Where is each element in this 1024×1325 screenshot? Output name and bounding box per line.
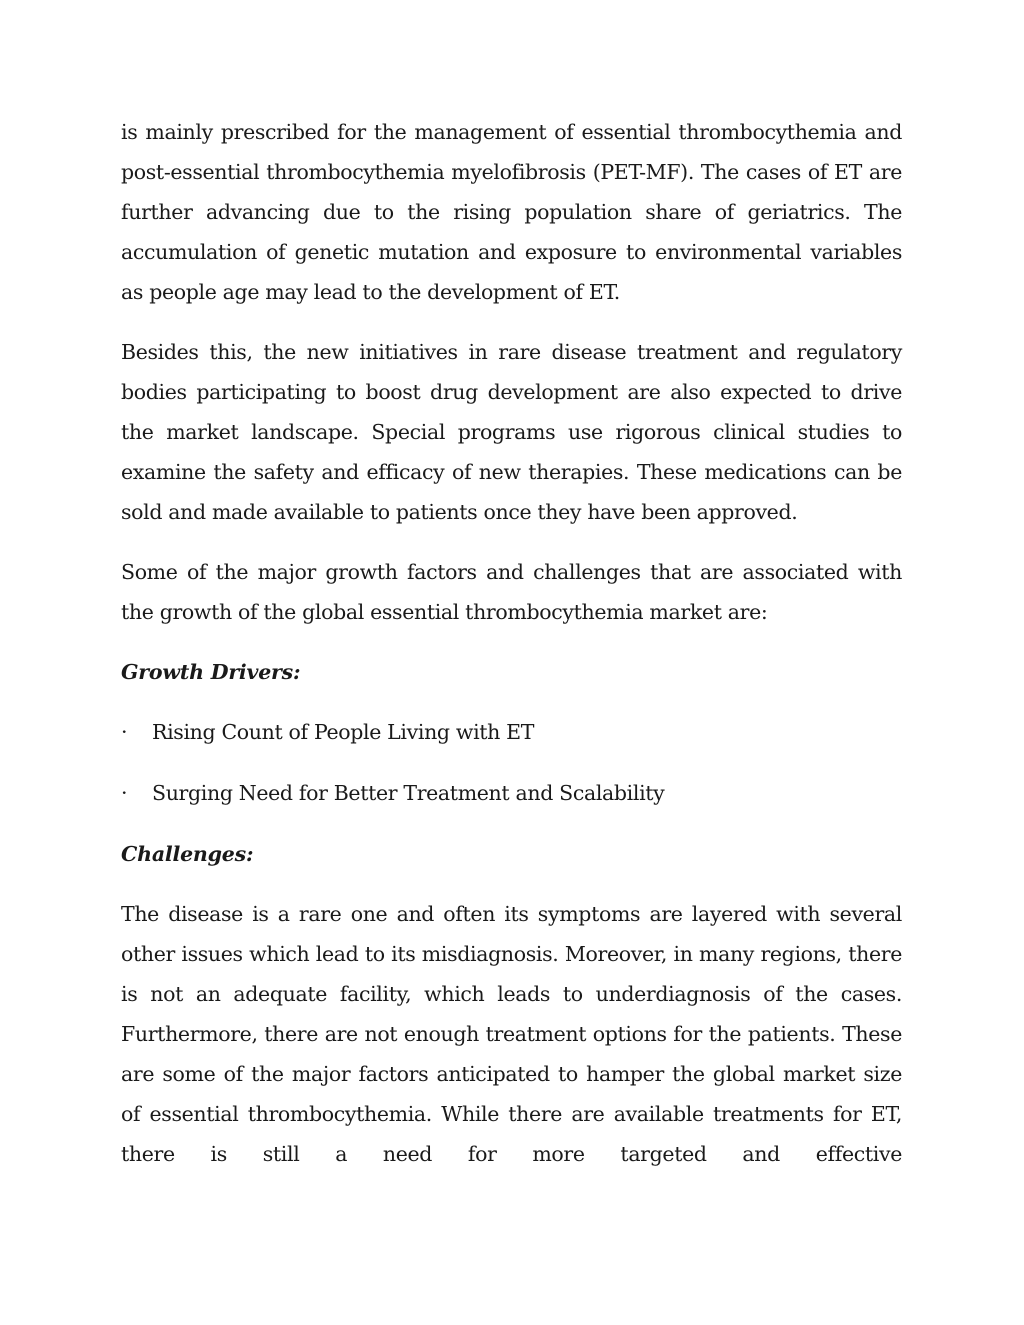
list-item bbox=[121, 773, 902, 813]
list-item-text: Rising Count of People Living with ET bbox=[152, 720, 535, 744]
challenges-heading: Challenges: bbox=[121, 842, 254, 866]
challenges-paragraph: The disease is a rare one and often its symptoms are layered with several other issues which lead to its misdiagnosis. Moreover, in many regions, there is not an adequate facility, which leads to underdiagnosis of the cases. Furthermore, there are not enough treatment options for the patients. These are some of the major factors anticipated to hamper the global market size of essential thrombocythemia. While there are available treatments for ET, there is still a need for more targeted and effective bbox=[121, 902, 902, 1166]
list-item bbox=[121, 712, 902, 752]
bullet-mark: · bbox=[121, 781, 128, 805]
document-page bbox=[121, 112, 902, 1194]
body-paragraph-2: Besides this, the new initiatives in rare disease treatment and regulatory bodies participating to boost drug development are also expected to drive the market landscape. Special programs use rigorous clinical studies to examine the safety and efficacy of new therapies. These medications can be sold and made available to patients once they have been approved. bbox=[121, 340, 902, 524]
growth-drivers-heading: Growth Drivers: bbox=[121, 660, 301, 684]
body-paragraph-1: is mainly prescribed for the management of essential thrombocythemia and post-essential thrombocythemia myelofibrosis (PET-MF). The cases of ET are further advancing due to the rising population share of geriatrics. The accumulation of genetic mutation and exposure to environmental variables as people age may lead to the development of ET. bbox=[121, 120, 902, 304]
bullet-mark: · bbox=[121, 720, 128, 744]
growth-drivers-list bbox=[121, 712, 902, 813]
list-item-text: Surging Need for Better Treatment and Scalability bbox=[152, 781, 665, 805]
body-paragraph-3: Some of the major growth factors and challenges that are associated with the growth of the global essential thrombocythemia market are: bbox=[121, 560, 902, 624]
